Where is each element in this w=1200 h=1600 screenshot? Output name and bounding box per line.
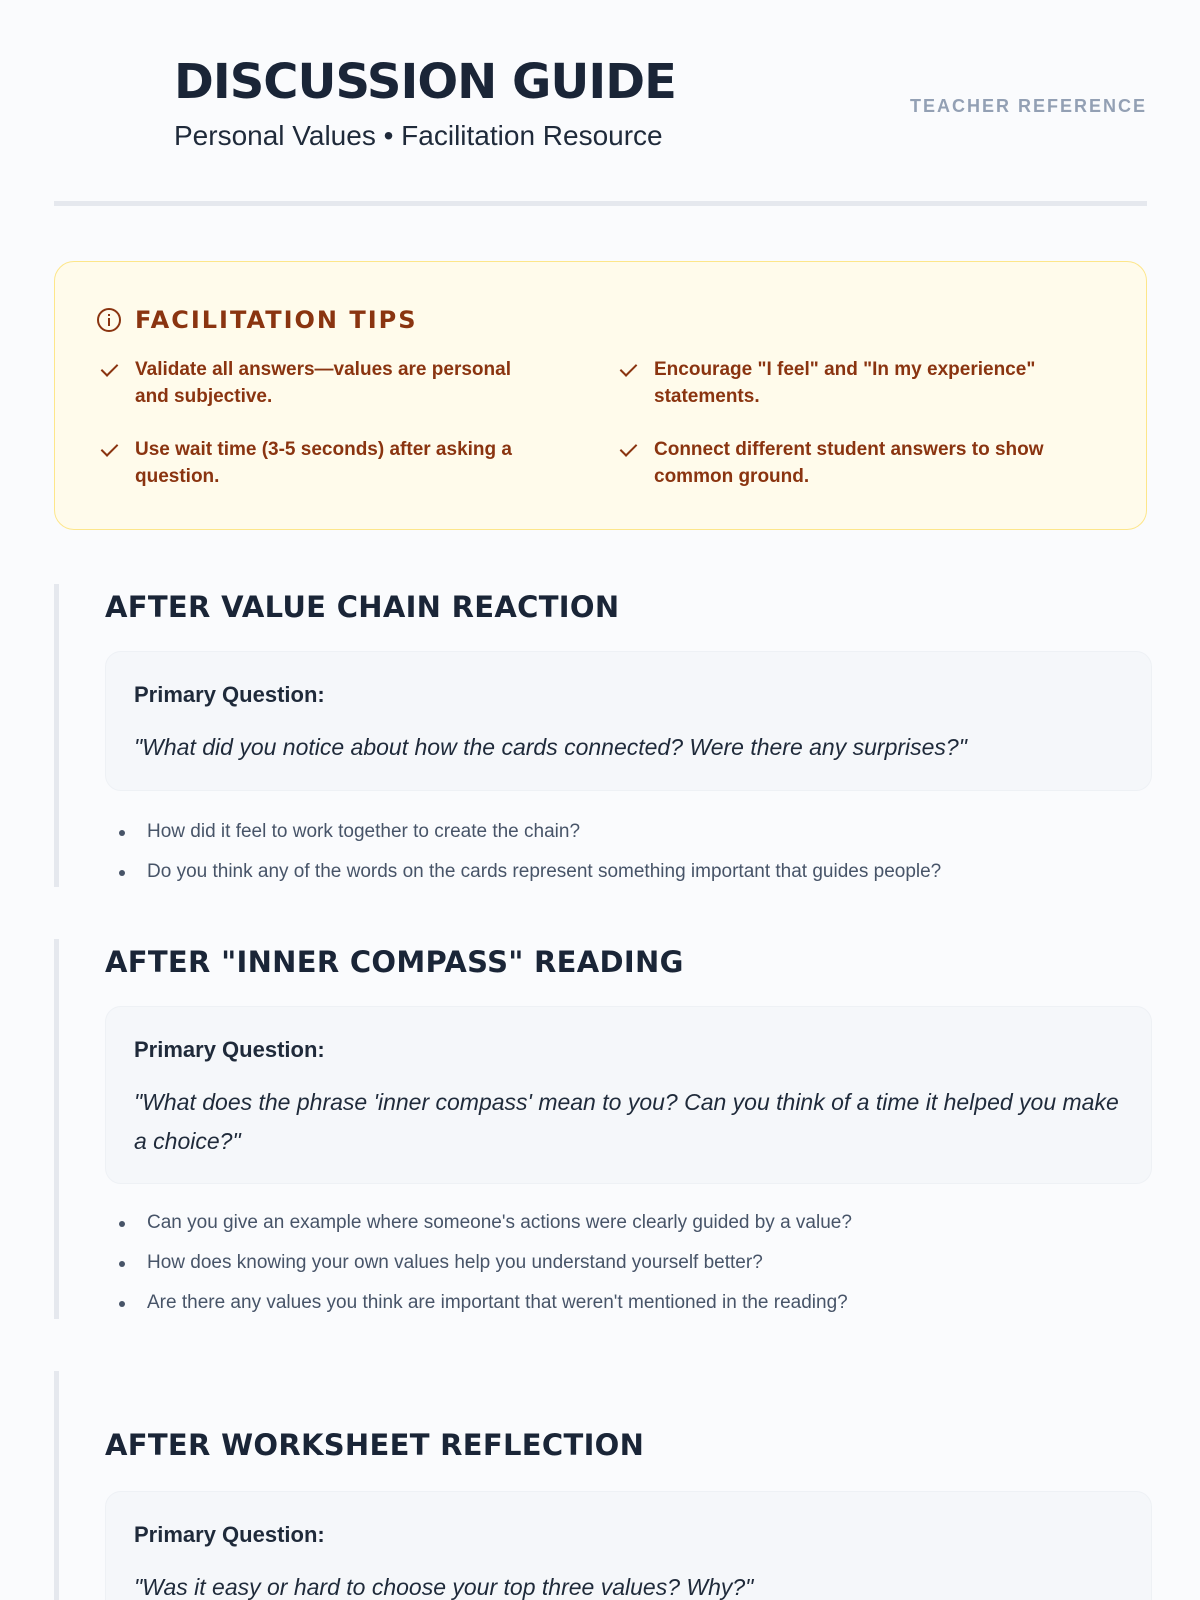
- tip-item: [616, 436, 1056, 490]
- tip-item: [97, 436, 537, 490]
- section-value-chain-reaction: [54, 584, 1147, 887]
- page-header: [54, 0, 1147, 206]
- primary-question-text: "What does the phrase 'inner compass' mean to you? Can you think of a time it helped you make a choice?": [134, 1089, 1119, 1154]
- section-title: AFTER WORKSHEET REFLECTION: [105, 1428, 645, 1462]
- list-item: How does knowing your own values help you understand yourself better?: [105, 1243, 852, 1283]
- primary-question-label: Primary Question:: [134, 1037, 325, 1062]
- list-item: Can you give an example where someone's actions were clearly guided by a value?: [105, 1203, 852, 1243]
- list-item: Are there any values you think are important that weren't mentioned in the reading?: [105, 1283, 852, 1323]
- primary-question-box: [105, 1491, 1152, 1600]
- tip-text: Validate all answers—values are personal and subjective.: [135, 359, 511, 407]
- primary-question-box: [105, 1006, 1152, 1184]
- primary-question-label: Primary Question:: [134, 1522, 325, 1547]
- page-subtitle: Personal Values • Facilitation Resource: [174, 120, 663, 151]
- tips-heading: [97, 306, 418, 334]
- check-icon: [97, 356, 121, 383]
- primary-question-text: "Was it easy or hard to choose your top three values? Why?": [134, 1574, 754, 1600]
- tips-title: FACILITATION TIPS: [135, 306, 418, 334]
- tip-text: Connect different student answers to show common ground.: [654, 439, 1044, 487]
- primary-question-box: [105, 651, 1152, 791]
- primary-question-text: "What did you notice about how the cards connected? Were there any surprises?": [134, 734, 967, 760]
- page-title: DISCUSSION GUIDE: [174, 54, 676, 110]
- section-title: AFTER VALUE CHAIN REACTION: [105, 590, 620, 624]
- facilitation-tips-box: [54, 261, 1147, 530]
- check-icon: [616, 356, 640, 383]
- info-icon: [97, 308, 121, 332]
- follow-up-list: [105, 1203, 852, 1323]
- section-worksheet-reflection: [54, 1371, 1147, 1600]
- list-item: Do you think any of the words on the cards represent something important that guides people?: [105, 852, 941, 892]
- teacher-reference-label: TEACHER REFERENCE: [909, 96, 1147, 116]
- primary-question-label: Primary Question:: [134, 682, 325, 707]
- follow-up-list: [105, 812, 941, 892]
- section-title: AFTER "INNER COMPASS" READING: [105, 945, 684, 979]
- tip-item: [616, 356, 1056, 410]
- tip-text: Encourage "I feel" and "In my experience" statements.: [654, 359, 1036, 407]
- tip-text: Use wait time (3-5 seconds) after asking a question.: [135, 439, 512, 487]
- tip-item: [97, 356, 537, 410]
- section-inner-compass-reading: [54, 939, 1147, 1319]
- check-icon: [97, 436, 121, 463]
- check-icon: [616, 436, 640, 463]
- list-item: How did it feel to work together to create the chain?: [105, 812, 941, 852]
